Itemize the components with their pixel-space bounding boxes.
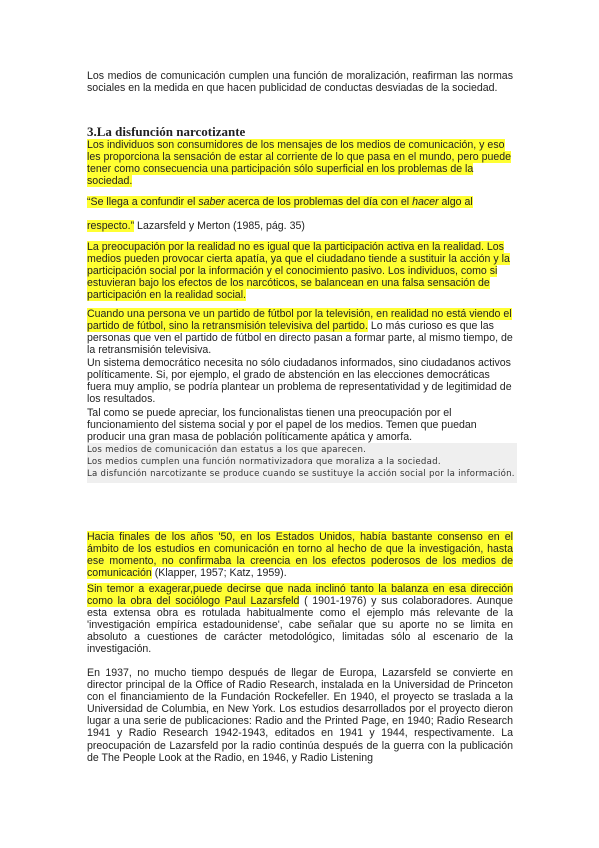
highlight-consumidores: Los individuos son consumidores de los mensajes de los medios de comunicación, y eso les proporciona la sensación de estar al corriente de lo que pasa en el mundo, pero puede tener como consecuencia una participación sólo superficial en los problemas de la sociedad. [87, 139, 512, 188]
paragraph-consumidores [87, 139, 513, 187]
highlight-lazarsfeld: Sin temor a exagerar,puede decirse que nada inclinó tanto la balanza en esa dirección como la obra del sociólogo Paul Lazarsfeld [87, 583, 513, 608]
summary-line: Los medios de comunicación dan estatus a los que aparecen. [87, 445, 367, 455]
citation-klapper-katz: (Klapper, 1957; Katz, 1959). [151, 567, 287, 580]
highlight-anos-50: Hacia finales de los años '50, en los Estados Unidos, había bastante consenso en el ámbito de los estudios en comunicación en torno al hecho de que la investigación, hasta ese momento, no confirmaba la creencia en los efectos poderosos de los medios de comunicación [87, 531, 513, 580]
paragraph-futbol: Cuando una persona ve un partido de fútbol por la televisión, en realidad no está viendo el partido de fútbol, sino la retransmisión televisiva del partido. Lo más curioso es que las personas que ven el partido de fútbol en directo pasan a formar parte, al mismo tiempo, de la retransmisión televisiva. [87, 308, 513, 357]
highlight-futbol: Cuando una persona ve un partido de fútbol por la televisión, en realidad no está viendo el partido de fútbol, sino la retransmisión televisiva del partido. [87, 308, 512, 333]
highlight-quote: “Se llega a confundir el saber acerca de los problemas del día con el hacer algo al respecto.” [87, 196, 473, 232]
paragraph-funcionalistas: Tal como se puede apreciar, los funcionalistas tienen una preocupación por el funcionamiento del sistema social y por el papel de los medios. Temen que puedan producir una gran masa de población políticamente apática y amorfa. [87, 407, 477, 444]
summary-line: La disfunción narcotizante se produce cuando se sustituye la acción social por la información. [87, 469, 515, 479]
paragraph-lazarsfeld-obra: Sin temor a exagerar,puede decirse que nada inclinó tanto la balanza en esa dirección como la obra del sociólogo Paul Lazarsfeld ( 1901-1976) y sus colaboradores. Aunque esta extensa obra es rotulada habitualmente como el ejemplo más relevante de la 'investigación empírica estadounidense', cabe señalar que su aporte no se limita en absoluto a cuestiones de carácter metodológico, limitadas sólo al escenario de la investigación. [87, 583, 513, 656]
summary-line: Los medios cumplen una función normativizadora que moraliza a la sociedad. [87, 457, 441, 467]
quote-lazarsfeld-merton [87, 190, 513, 238]
paragraph-democracia: Un sistema democrático necesita no sólo ciudadanos informados, sino ciudadanos activos políticamente. Si, por ejemplo, el grado de abstención en las elecciones democráticas fuera muy amplio, se podría plantear un problema de representatividad y de legitimidad de los resultados. [87, 357, 512, 406]
paragraph-anos-50 [87, 531, 513, 579]
highlight-apatia: La preocupación por la realidad no es igual que la participación activa en la realidad. Los medios pueden provocar cierta apatía, ya que el ciudadano tiende a sustituir la acción y la participación social por la información y el conocimiento pasivo. Los individuos, como si estuvieran bajo los efectos de los narcóticos, se balancean en una falsa sensación de participación en la realidad social. [87, 241, 510, 302]
section-heading: 3.La disfunción narcotizante [87, 124, 246, 139]
quote-reference: Lazarsfeld y Merton (1985, pág. 35) [134, 220, 305, 232]
paragraph-radio-research: En 1937, no mucho tiempo después de llegar de Europa, Lazarsfeld se convierte en director principal de la Office of Radio Research, instalada en la Universidad de Princeton con el financiamiento de la Fundación Rockefeller. En 1940, el proyecto se traslada a la Universidad de Columbia, en New York. Los estudios desarrollados por el proyecto dieron lugar a una serie de publicaciones: Radio and the Printed Page, en 1940; Radio Research 1941 y Radio Research 1942-1943, editados en 1941 y 1944, respectivamente. La preocupación de Lazarsfeld por la radio continúa después de la guerra con la publicación de The People Look at the Radio, en 1946, y Radio Listening [87, 667, 513, 764]
paragraph-apatia [87, 241, 513, 301]
paragraph-moralizacion: Los medios de comunicación cumplen una función de moralización, reafirman las normas sociales en la medida en que hacen publicidad de conductas desviadas de la sociedad. [87, 70, 513, 95]
